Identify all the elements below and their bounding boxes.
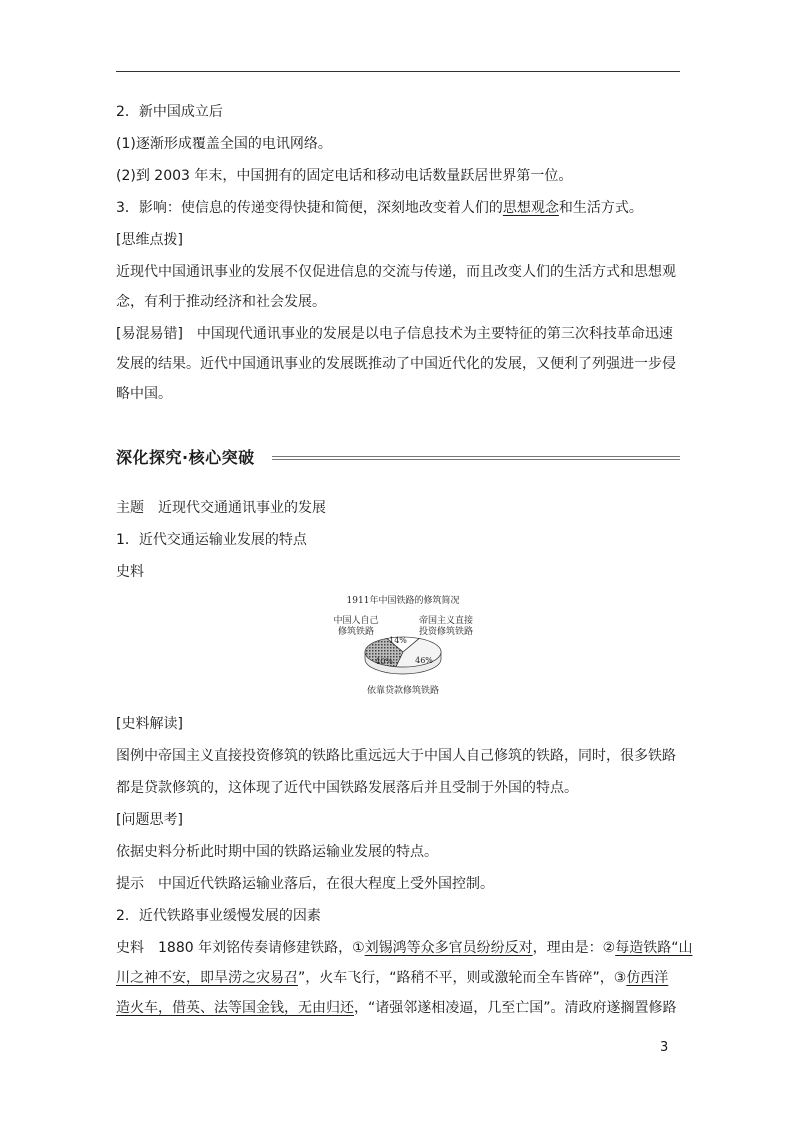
tag-thinking-tips: [思维点拨]: [116, 232, 183, 248]
pie-svg: [318, 590, 488, 702]
legend-label-china-line2: 修筑铁路: [337, 627, 375, 637]
underlined-opposition: 刘锡鸿等众多官员纷纷反对: [364, 940, 533, 956]
paragraph-hint: 提示 中国近代铁路运输业落后，在很大程度上受外国控制。: [116, 876, 494, 892]
underlined-reason: 川之神不安，即旱涝之灾易召: [116, 970, 298, 986]
paragraph: 都是贷款修筑的，这体现了近代中国铁路发展落后并且受制于外国的特点。: [116, 780, 578, 796]
legend-label-foreign-line2: 投资修筑铁路: [418, 627, 474, 637]
legend-label-loan: 依靠贷款修筑铁路: [366, 686, 440, 696]
paragraph: 念，有利于推动经济和社会发展。: [116, 294, 326, 310]
paragraph: 图例中帝国主义直接投资修筑的铁路比重远远大于中国人自己修筑的铁路，同时，很多铁路: [116, 748, 676, 764]
data-label-14: 14%: [389, 636, 407, 645]
chart-title: 1911年中国铁路的修筑简况: [346, 596, 460, 606]
subheading: 1．近代交通运输业发展的特点: [116, 532, 307, 548]
paragraph: (1)逐渐形成覆盖全国的电讯网络。: [116, 136, 332, 152]
topic-title: 主题 近现代交通通讯事业的发展: [116, 500, 326, 516]
underlined-term: 思想观念: [502, 200, 559, 216]
paragraph: 略中国。: [116, 386, 172, 402]
underlined-reason: 仿西洋: [626, 970, 669, 986]
data-label-46: 46%: [415, 656, 433, 665]
railway-pie-chart: [318, 590, 488, 702]
source-line-3: 造火车，借英、法等国金钱，无由归还，“诸强邻遂相凌逼，几至亡国”。清政府遂搁置修路: [116, 1000, 677, 1016]
paragraph: 近现代中国通讯事业的发展不仅促进信息的交流与传递，而且改变人们的生活方式和思想观: [116, 264, 676, 280]
tag-source-reading: [史料解读]: [116, 716, 183, 732]
source-line-2: 川之神不安，即旱涝之灾易召”，火车飞行，“路稍不平，则或激轮而全车皆碎”，③仿西洋: [116, 970, 669, 986]
paragraph: 发展的结果。近代中国通讯事业的发展既推动了中国近代化的发展，又便利了列强进一步侵: [116, 356, 676, 372]
paragraph: (2)到 2003 年末，中国拥有的固定电话和移动电话数量跃居世界第一位。: [116, 168, 573, 184]
paragraph-influence: 3．影响：使信息的传递变得快捷和简便，深刻地改变着人们的思想观念和生活方式。: [116, 200, 643, 216]
tag-question: [问题思考]: [116, 812, 183, 828]
page-number: 3: [660, 1040, 669, 1055]
source-line-1: 史料 1880 年刘铭传奏请修建铁路，①刘锡鸿等众多官员纷纷反对，理由是：②每造铁路“山: [116, 940, 693, 956]
label-source: 史料: [116, 564, 144, 580]
data-label-40: 40%: [375, 657, 393, 666]
legend-label-china-line1: 中国人自己: [333, 616, 379, 626]
legend-label-foreign-line1: 帝国主义直接: [418, 616, 474, 626]
underlined-reason: 造火车，借英、法等国金钱，无由归还: [116, 1000, 354, 1016]
header-rule: [116, 71, 680, 72]
paragraph-confusion: [易混易错] 中国现代通讯事业的发展是以电子信息技术为主要特征的第三次科技革命迅速: [116, 326, 673, 342]
section-rule: [272, 456, 680, 460]
heading-new-china: 2．新中国成立后: [116, 104, 223, 120]
underlined-reason: 每造铁路“山: [615, 940, 693, 956]
section-header: [116, 446, 680, 470]
section-title: 深化探究·核心突破: [116, 448, 255, 467]
subheading: 2．近代铁路事业缓慢发展的因素: [116, 908, 321, 924]
paragraph: 依据史料分析此时期中国的铁路运输业发展的特点。: [116, 844, 438, 860]
